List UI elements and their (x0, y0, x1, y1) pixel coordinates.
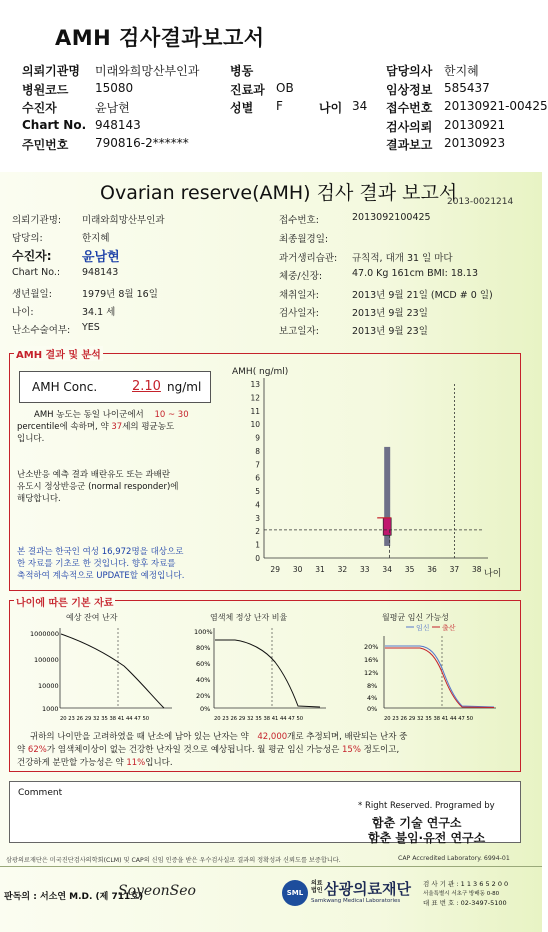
analysis-note: 한 자료를 기초로 한 것입니다. 향후 자료를 (17, 559, 176, 569)
pregnancy-legend-label: 임신 (416, 624, 430, 632)
lab-name-1: 함춘 기술 연구소 (372, 816, 462, 830)
euploid-y-tick: 60% (196, 660, 211, 668)
info-value: YES (82, 322, 100, 333)
euploid-y-tick: 100% (194, 628, 213, 636)
header-value: 15080 (95, 81, 134, 95)
summary-text: 입니다. (145, 758, 173, 768)
header-label: 진료과 (230, 83, 265, 97)
lab-address: 서울특별시 서초구 방배동 0-80 (423, 891, 500, 897)
amh-x-tick-label: 37 (449, 565, 460, 574)
equivalent-age: 37 (111, 422, 123, 432)
pregnancy-x-ticks: 20 23 26 29 32 35 38 41 44 47 50 (384, 716, 474, 722)
header-label: 검사의뢰 (386, 120, 433, 134)
amh-y-tick-label: 3 (255, 513, 260, 523)
basics-section-title: 나이에 따른 기본 자료 (14, 594, 115, 609)
foundation-en-name: Samkwang Medical Laboratories (311, 898, 401, 904)
amh-x-tick-label: 29 (270, 565, 280, 574)
euploid-rate: 62% (27, 745, 47, 755)
report-number: 2013-0021214 (447, 197, 514, 207)
info-label: 최종월경일: (279, 234, 329, 245)
header-label: 담당의사 (386, 64, 433, 78)
birth-legend-label: 출산 (442, 624, 456, 632)
amh-x-tick-label: 35 (404, 565, 415, 574)
summary-text: 개로 추정되며, 배란되는 난자 중 (287, 732, 408, 742)
amh-y-tick-label: 4 (255, 500, 260, 510)
doctor-label: 판독의 : 서소연 M.D. (제 711호) (4, 892, 144, 902)
lab-registration: 검 사 기 관 : 1 1 3 6 5 2 0 0 (423, 880, 509, 888)
amh-iqr-box (383, 518, 391, 535)
pregnancy-y-tick: 4% (367, 694, 378, 702)
amh-y-tick-label: 9 (255, 433, 260, 443)
amh-y-tick-label: 1 (255, 540, 260, 550)
summary-text: 약 (17, 745, 26, 755)
rights-text: * Right Reserved. Programed by (358, 801, 495, 811)
header-value: 948143 (95, 118, 141, 132)
pregnancy-y-tick: 20% (364, 643, 379, 651)
euploid-curve (215, 640, 320, 707)
amh-y-tick-label: 2 (255, 527, 260, 537)
pregnancy-chart-svg (350, 610, 518, 722)
header-value: 20130921-00425 (444, 99, 548, 113)
info-label: 의뢰기관명: (12, 215, 62, 226)
header-label: 접수번호 (386, 101, 433, 115)
pregnancy-y-tick: 12% (364, 669, 379, 677)
header-value: 윤남현 (95, 101, 130, 115)
analysis-note: 본 결과는 한국인 여성 16,972명을 대상으로 (17, 547, 184, 557)
oocyte-y-tick: 1000000 (30, 630, 59, 638)
foundation-logo-icon: SML (282, 880, 308, 906)
header-value: 585437 (444, 81, 490, 95)
header-label: 결과보고 (386, 138, 433, 152)
info-label: 수진자: (12, 249, 52, 263)
footer-divider (0, 866, 542, 867)
info-label: 접수번호: (279, 215, 319, 226)
header-value: 미래와희망산부인과 (95, 64, 200, 78)
foundation-type: 의료 법인 (311, 880, 323, 894)
header-label: 나이 (319, 101, 343, 115)
amh-y-tick-label: 10 (250, 420, 260, 430)
header-value: OB (276, 81, 294, 95)
header-label: 임상정보 (386, 83, 433, 97)
euploid-chart (180, 610, 340, 722)
info-label: 체중/신장: (279, 271, 323, 282)
summary-text: 귀하의 나이만을 고려하였을 때 난소에 남아 있는 난자는 약 (30, 732, 249, 742)
analysis-text-part: 세의 평균농도 (122, 422, 175, 432)
header-value: F (276, 99, 283, 113)
pregnancy-y-tick: 0% (367, 705, 378, 713)
info-value: 1979년 8월 16일 (82, 289, 158, 300)
euploid-chart-title: 염색체 정상 난자 비율 (210, 613, 288, 622)
header-value: 34 (352, 99, 368, 113)
pregnancy-y-tick: 16% (364, 656, 379, 664)
analysis-text-part: AMH 농도는 동일 나이군에서 (34, 410, 144, 420)
amh-x-tick-label: 34 (382, 565, 392, 574)
amh-x-tick-label: 36 (427, 565, 437, 574)
amh-age-chart (226, 362, 502, 584)
info-value: 47.0 Kg 161cm BMI: 18.13 (352, 268, 479, 279)
remaining-oocytes: 42,000 (257, 732, 288, 742)
analysis-text-part: 난소반응 예측 결과 배란유도 또는 과배란 (17, 470, 171, 480)
birth-rate: 11% (126, 758, 146, 768)
oocyte-x-ticks: 20 23 26 29 32 35 38 41 44 47 50 (60, 716, 150, 722)
header-label: 병동 (230, 64, 254, 78)
oocyte-chart-title: 예상 잔여 난자 (66, 613, 118, 622)
analysis-section-title: AMH 결과 및 분석 (14, 346, 103, 361)
oocyte-chart-svg (14, 610, 174, 722)
pregnancy-curve (385, 646, 494, 707)
amh-x-tick-label: 32 (337, 565, 348, 574)
header-value: 790816-2****** (95, 136, 189, 150)
pregnancy-chart (350, 610, 518, 722)
foundation-name: 삼광의료재단 (324, 880, 411, 898)
analysis-text-part: percentile에 속하며, 약 (17, 422, 109, 432)
info-label: 담당의: (12, 233, 43, 244)
page-title: AMH 검사결과보고서 (55, 26, 265, 50)
oocyte-y-tick: 1000 (42, 705, 59, 713)
amh-x-tick-label: 30 (292, 565, 303, 574)
amh-y-tick-label: 8 (255, 446, 260, 456)
header-value: 한지혜 (444, 64, 479, 78)
comment-label: Comment (18, 788, 63, 798)
amh-y-tick-label: 13 (250, 380, 260, 389)
info-label: 과거생리습관: (279, 253, 338, 264)
oocyte-y-tick: 10000 (38, 682, 59, 690)
oocyte-chart (14, 610, 174, 722)
info-label: 검사일자: (279, 308, 319, 319)
amh-x-tick-label: 33 (360, 565, 370, 574)
info-label: 채취일자: (279, 290, 319, 301)
info-value: 948143 (82, 267, 119, 278)
amh-conc-value: 2.10 (132, 379, 161, 394)
amh-y-tick-label: 12 (250, 393, 260, 403)
pregnancy-chart-title: 월평균 임신 가능성 (382, 613, 449, 622)
info-value: 34.1 세 (82, 307, 116, 318)
info-label: 난소수술여부: (12, 325, 71, 336)
info-value: 2013년 9월 23일 (352, 308, 428, 319)
lab-phone: 대 표 번 호 : 02-3497-5100 (423, 899, 507, 907)
amh-y-tick-label: 0 (255, 554, 260, 563)
amh-chart-svg (226, 362, 502, 584)
summary-text: 건강하게 분만할 가능성은 약 (17, 758, 124, 768)
amh-chart-xlabel: 나이 (484, 569, 502, 579)
percentile-range: 10 ~ 30 (154, 410, 189, 420)
oocyte-curve (61, 634, 164, 708)
info-label: 나이: (12, 307, 34, 318)
doctor-signature: SoyeonSeo (118, 883, 196, 899)
footer-note: 삼광의료재단은 미국진단검사의학회(CLM) 및 CAP의 신임 인증을 받은 우수검사실로 결과의 정확성과 신뢰도를 보증합니다. (6, 857, 341, 864)
amh-conc-label: AMH Conc. (32, 380, 98, 394)
amh-conc-box (19, 371, 211, 403)
amh-chart-ylabel: AMH( ng/ml) (232, 367, 289, 377)
analysis-text-part: 입니다. (17, 434, 45, 444)
birth-curve (385, 648, 494, 708)
info-value: 한지혜 (82, 233, 110, 244)
euploid-y-tick: 20% (196, 692, 211, 700)
pregnancy-y-tick: 8% (367, 682, 378, 690)
amh-y-tick-label: 7 (255, 460, 260, 470)
euploid-x-ticks: 20 23 26 29 32 35 38 41 44 47 50 (214, 716, 304, 722)
header-label: 성별 (230, 101, 254, 115)
header-label: 병원코드 (22, 83, 69, 97)
lab-name-2: 함춘 불임·유전 연구소 (368, 831, 486, 845)
header-value: 20130923 (444, 136, 506, 150)
info-value: 규칙적, 대개 31 일 마다 (352, 253, 453, 264)
info-value: 2013년 9월 21일 (MCD # 0 일) (352, 290, 493, 301)
patient-name: 윤남현 (82, 250, 120, 265)
euploid-y-tick: 40% (196, 676, 211, 684)
analysis-note: 축적하여 계속적으로 UPDATE할 예정입니다. (17, 571, 185, 581)
header-label: 주민번호 (22, 138, 69, 152)
amh-y-tick-label: 5 (255, 487, 260, 497)
amh-conc-unit: ng/ml (167, 380, 202, 394)
header-label: 의뢰기관명 (22, 64, 80, 78)
info-label: 생년월일: (12, 289, 52, 300)
header-label: Chart No. (22, 118, 87, 132)
amh-y-tick-label: 11 (250, 406, 260, 416)
analysis-text-part: 유도시 정상반응군 (normal responder)에 (17, 482, 179, 492)
info-value: 2013년 9월 23일 (352, 326, 428, 337)
cap-accreditation: CAP Accredited Laboratory. 6994-01 (398, 855, 510, 862)
info-label: 보고일자: (279, 326, 319, 337)
euploid-y-tick: 80% (196, 644, 211, 652)
amh-x-tick-label: 31 (315, 565, 325, 574)
summary-text: 정도이고, (363, 745, 400, 755)
euploid-chart-svg (180, 610, 340, 722)
report-title: Ovarian reserve(AMH) 검사 결과 보고서 (100, 182, 458, 204)
analysis-text-part: 해당합니다. (17, 494, 61, 504)
amh-x-tick-label: 38 (472, 565, 482, 574)
header-label: 수진자 (22, 101, 57, 115)
info-value: 2013092100425 (352, 212, 431, 223)
euploid-y-tick: 0% (200, 705, 211, 713)
pregnancy-rate: 15% (342, 745, 361, 755)
summary-text: 가 염색체이상이 없는 건강한 난자일 것으로 예상됩니다. 월 평균 임신 가능성은 (46, 745, 340, 755)
info-label: Chart No.: (12, 267, 61, 278)
amh-y-tick-label: 6 (255, 473, 260, 483)
header-value: 20130921 (444, 118, 506, 132)
info-value: 미래와희망산부인과 (82, 215, 165, 226)
oocyte-y-tick: 100000 (34, 656, 59, 664)
